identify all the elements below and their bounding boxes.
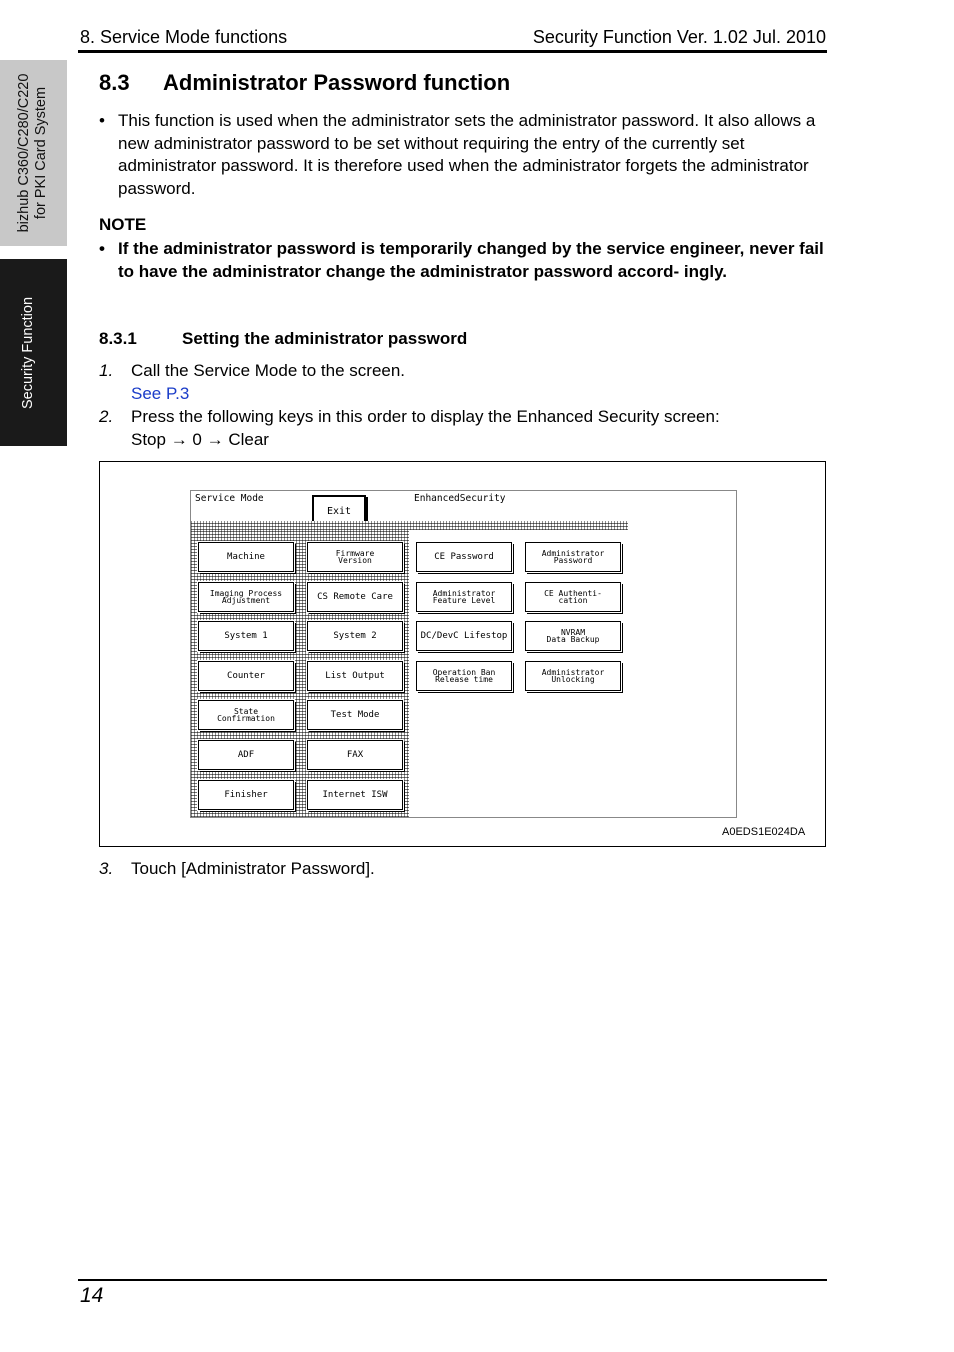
button-label: Finisher — [224, 789, 268, 800]
service-mode-screen — [190, 490, 737, 818]
imaging-process-adjustment-button[interactable] — [198, 582, 294, 612]
side-tab-product-label: bizhub C360/C280/C220 for PKI Card System — [16, 73, 49, 233]
subsection-heading — [99, 329, 467, 349]
button-label: Administrator Password — [541, 549, 605, 565]
screen-title-service-mode: Service Mode — [195, 493, 264, 504]
step-1 — [99, 360, 405, 405]
state-confirmation-button[interactable] — [198, 700, 294, 730]
subsection-number: 8.3.1 — [99, 329, 137, 348]
step-number: 1. — [99, 361, 114, 380]
adf-button[interactable] — [198, 740, 294, 770]
footer-rule — [78, 1279, 827, 1281]
bullet-dot: • — [99, 239, 105, 258]
nvram-data-backup-button[interactable] — [525, 621, 621, 651]
step-number: 2. — [99, 407, 114, 426]
step-text: Call the Service Mode to the screen. — [131, 361, 406, 380]
counter-button[interactable] — [198, 661, 294, 691]
step-text: Touch [Administrator Password]. — [131, 859, 375, 878]
note-label: NOTE — [99, 215, 147, 234]
cross-reference-link[interactable]: See P.3 — [131, 383, 190, 403]
step-3 — [99, 858, 375, 881]
page-number: 14 — [80, 1284, 104, 1307]
button-label: Machine — [227, 552, 265, 562]
section-number: 8.3 — [99, 70, 130, 95]
step-text: Press the following keys in this order to display the Enhanced Security screen: — [131, 407, 720, 426]
step-number: 3. — [99, 859, 114, 878]
button-label: CE Password — [434, 552, 494, 562]
side-tab-product — [0, 60, 67, 246]
button-label: DC/DevC Lifestop — [420, 631, 508, 642]
finisher-button[interactable] — [198, 780, 294, 810]
button-label: CE Authenti- cation — [544, 588, 602, 605]
button-label: CS Remote Care — [317, 591, 393, 602]
internet-isw-button[interactable] — [307, 780, 403, 810]
button-label: Internet ISW — [322, 789, 388, 800]
title-bar-pattern — [191, 521, 628, 530]
button-label: Firmware Version — [335, 549, 375, 565]
machine-button[interactable] — [198, 542, 294, 572]
button-label: Imaging Process Adjustment — [209, 588, 283, 605]
screen-title-enhanced-security: EnhancedSecurity — [414, 493, 506, 504]
operation-ban-release-time-button[interactable] — [416, 661, 512, 691]
button-label: List Output — [325, 670, 385, 681]
intro-bullet — [99, 110, 829, 201]
note-text: If the administrator password is temporarily changed by the service engineer, never fail to have the administrator change the administrator password accord- ingly. — [118, 239, 824, 281]
button-label: NVRAM Data Backup — [546, 628, 600, 645]
button-label: System 1 — [224, 631, 268, 642]
administrator-password-button[interactable] — [525, 542, 621, 572]
button-label: ADF — [237, 750, 255, 760]
running-header-doc-title: Security Function Ver. 1.02 Jul. 2010 — [532, 27, 826, 47]
section-heading — [99, 70, 510, 96]
intro-text: This function is used when the administrator sets the administrator password. It also allows a new administrator password to be set without requiring the entry of the currently set administrator password. It is therefore used when the administrator forgets the administrator password. — [118, 111, 816, 199]
administrator-unlocking-button[interactable] — [525, 661, 621, 691]
note-bullet — [99, 238, 829, 283]
exit-label: Exit — [326, 505, 352, 517]
ce-password-button[interactable] — [416, 542, 512, 572]
step-2 — [99, 406, 720, 451]
button-label: System 2 — [333, 631, 377, 642]
system-2-button[interactable] — [307, 621, 403, 651]
button-label: Counter — [227, 670, 265, 681]
section-title: Administrator Password function — [163, 70, 511, 95]
side-tab-chapter-label: Security Function — [20, 296, 36, 410]
button-label: Administrator Unlocking — [541, 667, 605, 684]
running-header-section: 8. Service Mode functions — [80, 27, 288, 47]
list-output-button[interactable] — [307, 661, 403, 691]
button-label: Administrator Feature Level — [432, 588, 496, 605]
button-label: State Confirmation — [217, 707, 275, 724]
button-label: FAX — [346, 750, 364, 760]
header-rule — [78, 50, 827, 53]
bullet-dot: • — [99, 111, 105, 130]
fax-button[interactable] — [307, 740, 403, 770]
administrator-feature-level-button[interactable] — [416, 582, 512, 612]
ce-authenti-cation-button[interactable] — [525, 582, 621, 612]
subsection-title: Setting the administrator password — [182, 329, 468, 348]
side-tab-chapter — [0, 259, 67, 446]
figure-code: A0EDS1E024DA — [722, 826, 806, 838]
cs-remote-care-button[interactable] — [307, 582, 403, 612]
key-sequence: Stop → 0 → Clear — [131, 429, 269, 449]
button-label: Operation Ban Release time — [432, 667, 496, 684]
button-label: Test Mode — [330, 710, 380, 721]
test-mode-button[interactable] — [307, 700, 403, 730]
dc-devc-lifestop-button[interactable] — [416, 621, 512, 651]
firmware-version-button[interactable] — [307, 542, 403, 572]
system-1-button[interactable] — [198, 621, 294, 651]
